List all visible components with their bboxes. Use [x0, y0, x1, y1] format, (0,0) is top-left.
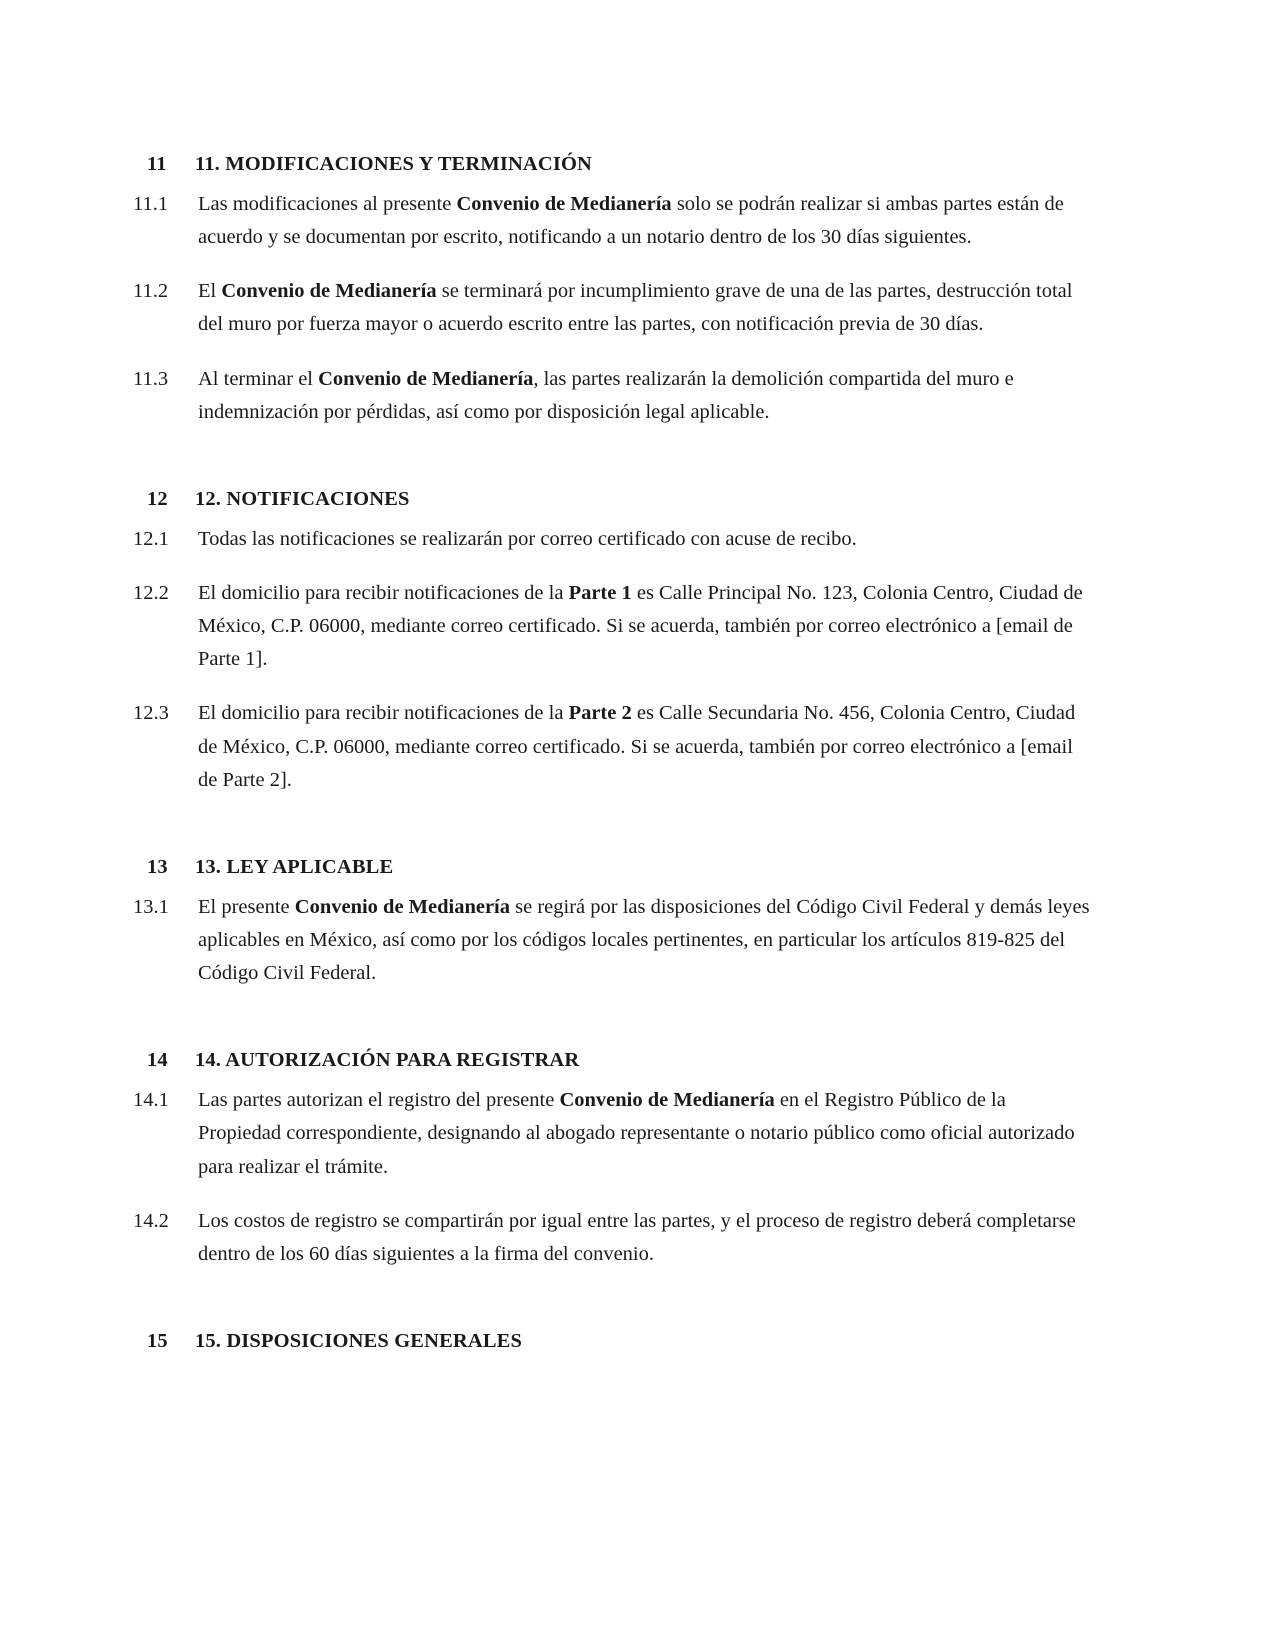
- clause-text-run: Los costos de registro se compartirán por igual entre las partes, y el proceso de registro deberá completarse dentro de los 60 días siguientes a la firma del convenio.: [198, 1209, 1076, 1265]
- clause-text: [198, 697, 1090, 797]
- emphasized-term: Parte 2: [568, 702, 632, 725]
- clause-text: [198, 1205, 1090, 1271]
- clause-text-run: El domicilio para recibir notificaciones de la: [198, 702, 569, 725]
- clause-text-run: Las modificaciones al presente: [198, 192, 457, 215]
- clause-text-run: El: [198, 280, 222, 303]
- clause-number: 14.2: [133, 1209, 169, 1232]
- clause-text-run: Todas las notificaciones se realizarán por correo certificado con acuse de recibo.: [198, 527, 857, 550]
- emphasized-term: Convenio de Medianería: [559, 1089, 775, 1112]
- section-block: [133, 1046, 1090, 1271]
- emphasized-term: Convenio de Medianería: [294, 895, 511, 918]
- clause-number: 11.1: [133, 192, 169, 215]
- clause-text: [198, 523, 1090, 556]
- section-block: [133, 485, 1090, 797]
- clause-text-run: solo se podrán realizar si ambas partes están de acuerdo y se documentan por escrito, notificando a un notario dentro de los 30 días siguientes.: [198, 192, 1064, 248]
- clause-text: [198, 363, 1090, 429]
- clause-number: 11.3: [133, 367, 169, 390]
- clause-text-run: se regirá por las disposiciones del Código Civil Federal y demás leyes aplicables en México, así como por los códigos locales pertinentes, en particular los artículos 819-825 del Código Civil Federal.: [198, 895, 1090, 985]
- section-block: [133, 1327, 1090, 1357]
- section-number: 13: [147, 856, 168, 879]
- clause: [133, 697, 1090, 797]
- clause-number: 13.1: [133, 895, 169, 918]
- clause: [133, 1205, 1090, 1271]
- clause-number: 12.2: [133, 581, 169, 604]
- clause-text: [198, 188, 1090, 254]
- clause-text-run: El domicilio para recibir notificaciones de la: [198, 581, 569, 604]
- section-heading: [133, 150, 1090, 180]
- section-title: 13. LEY APLICABLE: [195, 856, 394, 879]
- clause-text-run: es Calle Secundaria No. 456, Colonia Centro, Ciudad de México, C.P. 06000, mediante correo certificado. Si se acuerda, también por correo electrónico a [email de Parte 2].: [198, 702, 1076, 791]
- clause-number: 12.3: [133, 702, 169, 725]
- clause: [133, 891, 1090, 991]
- clause-text-run: se terminará por incumplimiento grave de una de las partes, destrucción total del muro por fuerza mayor o acuerdo escrito entre las partes, con notificación previa de 30 días.: [198, 280, 1073, 336]
- section-heading: [133, 853, 1090, 883]
- section-title: 15. DISPOSICIONES GENERALES: [195, 1330, 523, 1353]
- clause-text-run: Las partes autorizan el registro del presente: [198, 1089, 560, 1112]
- clause: [133, 363, 1090, 429]
- document-body: [133, 150, 1090, 1357]
- clause-text-run: es Calle Principal No. 123, Colonia Centro, Ciudad de México, C.P. 06000, mediante correo certificado. Si se acuerda, también por correo electrónico a [email de Parte 1].: [198, 581, 1083, 671]
- section-number: 14: [147, 1049, 168, 1072]
- emphasized-term: Parte 1: [568, 581, 632, 604]
- section-number: 11: [147, 153, 167, 175]
- clause: [133, 523, 1090, 556]
- section-number: 15: [147, 1330, 168, 1353]
- clause-number: 14.1: [133, 1089, 169, 1112]
- clause: [133, 577, 1090, 677]
- section-heading: [133, 1046, 1090, 1076]
- clause-text-run: Al terminar el: [198, 367, 319, 390]
- section-heading: [133, 1327, 1090, 1357]
- section-heading: [133, 485, 1090, 515]
- section-title: 12. NOTIFICACIONES: [195, 487, 410, 510]
- section-number: 12: [147, 487, 168, 510]
- clause-text: [198, 577, 1090, 677]
- clause: [133, 275, 1090, 341]
- section-block: [133, 150, 1090, 429]
- clause-text: [198, 1084, 1090, 1184]
- clause-text-run: , las partes realizarán la demolición compartida del muro e indemnización por pérdidas, así como por disposición legal aplicable.: [198, 367, 1014, 423]
- clause-text-run: en el Registro Público de la Propiedad correspondiente, designando al abogado representante o notario público como oficial autorizado para realizar el trámite.: [198, 1089, 1075, 1178]
- section-title: 14. AUTORIZACIÓN PARA REGISTRAR: [195, 1049, 580, 1072]
- clause-text: [198, 891, 1090, 991]
- emphasized-term: Convenio de Medianería: [221, 280, 437, 303]
- section-block: [133, 853, 1090, 990]
- emphasized-term: Convenio de Medianería: [318, 367, 534, 390]
- clause-text: [198, 275, 1090, 341]
- clause: [133, 1084, 1090, 1184]
- emphasized-term: Convenio de Medianería: [456, 192, 672, 215]
- clause-number: 11.2: [133, 280, 169, 303]
- clause: [133, 188, 1090, 254]
- clause-text-run: El presente: [198, 895, 295, 918]
- section-title: 11. MODIFICACIONES Y TERMINACIÓN: [195, 153, 592, 175]
- clause-number: 12.1: [133, 527, 169, 550]
